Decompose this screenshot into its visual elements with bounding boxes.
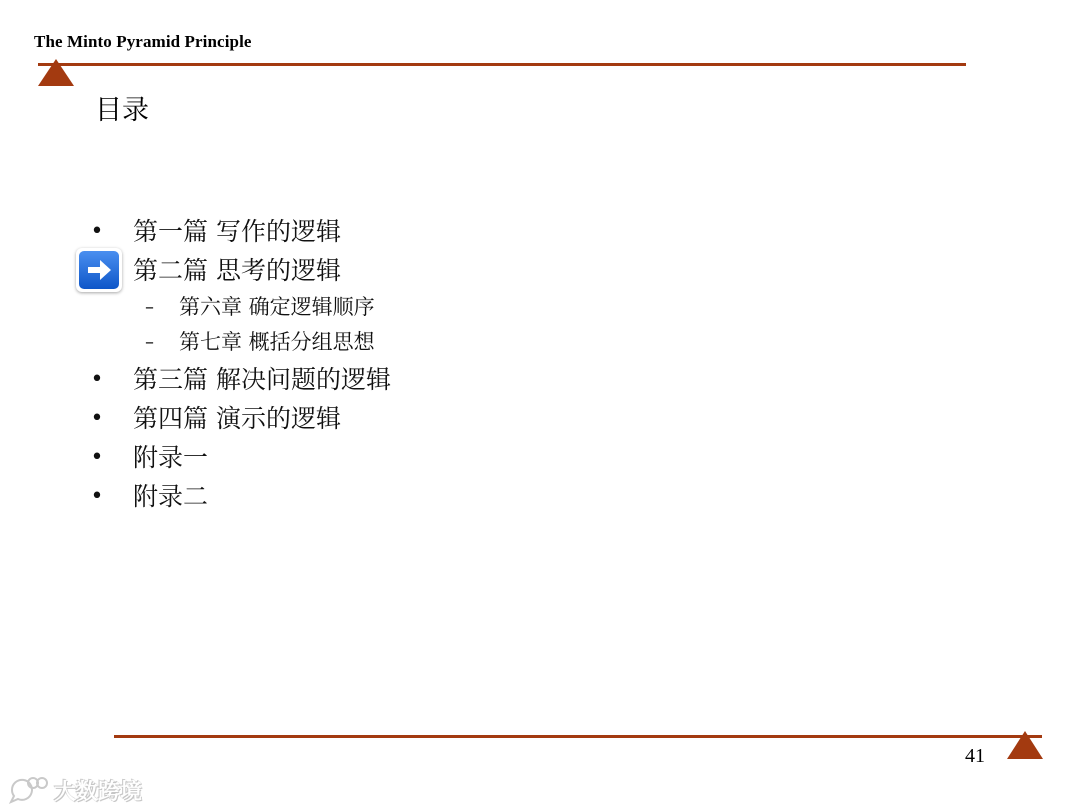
header-rule [38,63,966,66]
page-title: 目录 [95,95,149,126]
toc-subitem[interactable] [88,325,688,360]
toc-item-label: 第二篇 思考的逻辑 [133,256,341,285]
toc-item-label: 附录二 [133,482,209,511]
page-number: 41 [965,745,985,767]
dash: – [145,297,154,318]
toc-subitem[interactable] [88,290,688,325]
toc-item-label: 附录一 [133,443,209,472]
toc-item[interactable] [88,212,688,251]
watermark-text: 大数跨境 [54,779,143,805]
toc-item[interactable] [88,438,688,477]
watermark [8,773,142,807]
toc-item-label: 第三篇 解决问题的逻辑 [133,365,391,394]
header-title: The Minto Pyramid Principle [34,32,252,51]
bullet: • [90,484,104,509]
bullet: • [90,406,104,431]
toc-subitem-label: 第六章 确定逻辑顺序 [179,295,375,319]
toc-item-label: 第一篇 写作的逻辑 [133,217,341,246]
bullet: • [90,445,104,470]
bullet: • [90,367,104,392]
toc-item[interactable] [88,477,688,516]
toc-item[interactable] [88,360,688,399]
toc-item-label: 第四篇 演示的逻辑 [133,404,341,433]
header-triangle-icon [38,59,74,86]
dash: – [145,332,154,353]
footer-triangle-icon [1007,731,1043,759]
toc-subitem-label: 第七章 概括分组思想 [179,330,375,354]
footer-rule [114,735,1042,738]
table-of-contents [88,212,688,516]
toc-item-current[interactable] [88,251,688,290]
toc-item[interactable] [88,399,688,438]
speech-bubbles-icon [8,775,50,805]
bullet: • [90,219,104,244]
